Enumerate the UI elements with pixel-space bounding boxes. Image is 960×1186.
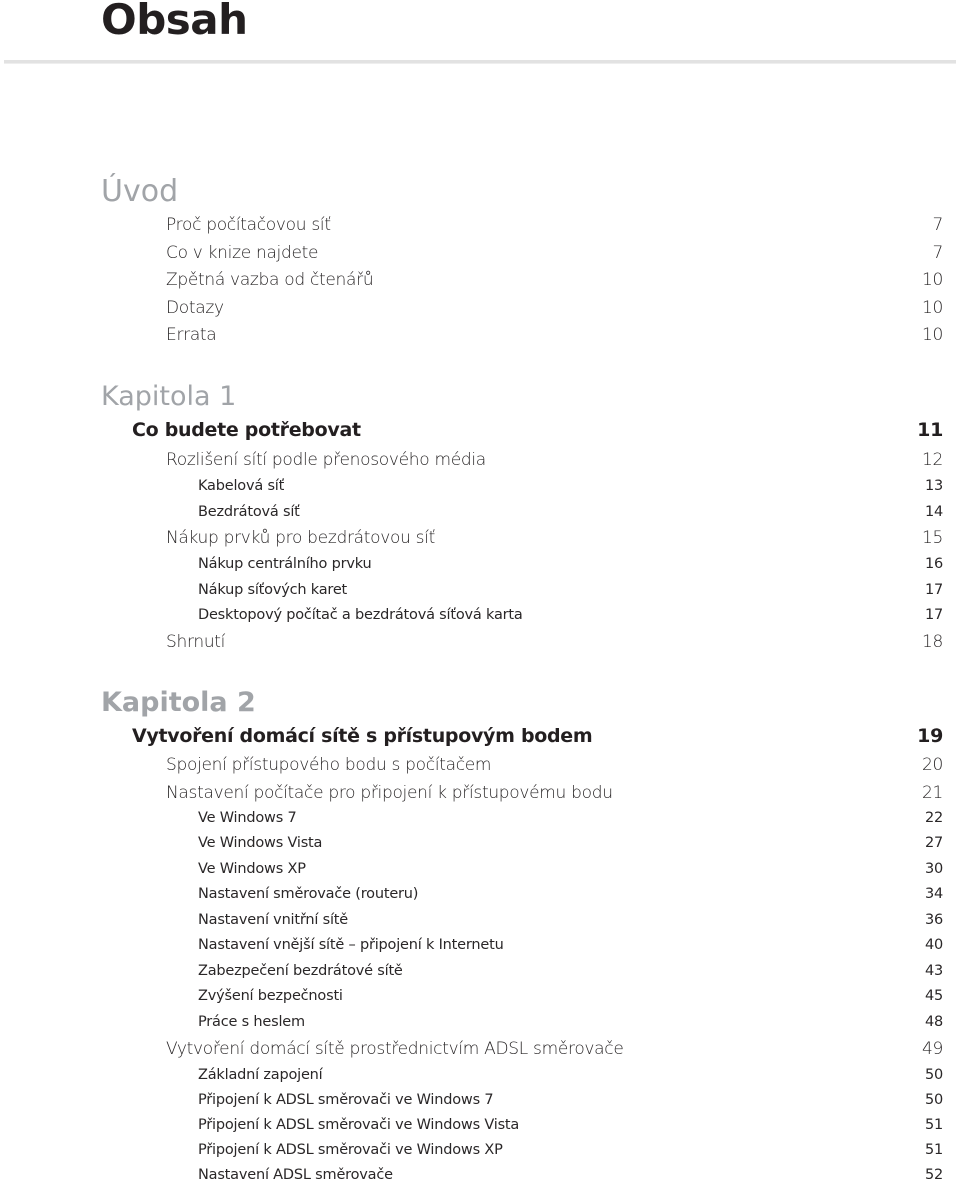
toc-subentry-title: Práce s heslem	[198, 1014, 305, 1030]
toc-entry-title: Nastavení počítače pro připojení k přístupovému bodu	[166, 783, 613, 803]
chapter-title: Vytvoření domácí sítě s přístupovým bodem	[132, 725, 593, 747]
toc-subentry[interactable]	[198, 1164, 943, 1186]
toc-entry-title: Proč počítačovou síť	[166, 215, 331, 235]
toc-entry[interactable]	[166, 526, 943, 550]
toc-entry-title: Zpětná vazba od čtenářů	[166, 270, 374, 290]
toc-entry[interactable]	[166, 268, 943, 292]
toc-subentry-page: 17	[924, 582, 943, 598]
toc-subentry-title: Zvýšení bezpečnosti	[198, 988, 343, 1004]
section-heading-intro: Úvod	[101, 174, 179, 209]
chapter-title-entry[interactable]	[132, 417, 943, 443]
toc-subentry-page: 50	[924, 1092, 943, 1108]
toc-subentry[interactable]	[198, 579, 943, 601]
toc-subentry[interactable]	[198, 1139, 943, 1161]
toc-subentry-page: 36	[924, 912, 943, 928]
toc-subentry-page: 51	[924, 1142, 943, 1158]
toc-subentry-page: 30	[924, 861, 943, 877]
toc-subentry-title: Ve Windows Vista	[198, 835, 323, 851]
toc-subentry-title: Nastavení vnější sítě – připojení k Internetu	[198, 937, 504, 953]
toc-entry-page: 49	[921, 1039, 943, 1059]
toc-subentry[interactable]	[198, 807, 943, 829]
toc-entry-title: Spojení přístupového bodu s počítačem	[166, 755, 492, 775]
toc-subentry[interactable]	[198, 1114, 943, 1136]
toc-entry[interactable]	[166, 781, 943, 805]
toc-entry[interactable]	[166, 323, 943, 347]
toc-subentry-page: 51	[924, 1117, 943, 1133]
toc-entry-page: 7	[932, 215, 943, 235]
toc-subentry-title: Ve Windows XP	[198, 861, 306, 877]
toc-entry-title: Vytvoření domácí sítě prostřednictvím ADSL směrovače	[166, 1039, 624, 1059]
toc-entry-title: Co v knize najdete	[166, 243, 319, 263]
toc-subentry-title: Nastavení směrovače (routeru)	[198, 886, 419, 902]
toc-subentry-title: Desktopový počítač a bezdrátová síťová karta	[198, 607, 523, 623]
toc-subentry-title: Připojení k ADSL směrovači ve Windows 7	[198, 1092, 494, 1108]
toc-entry-page: 20	[921, 755, 943, 775]
toc-subentry[interactable]	[198, 475, 943, 497]
toc-subentry-title: Připojení k ADSL směrovači ve Windows Vista	[198, 1117, 520, 1133]
toc-entry-page: 15	[921, 528, 943, 548]
toc-subentry[interactable]	[198, 1089, 943, 1111]
toc-subentry-page: 14	[924, 504, 943, 520]
toc-subentry-page: 17	[924, 607, 943, 623]
toc-entry[interactable]	[166, 630, 943, 654]
toc-entry-title: Nákup prvků pro bezdrátovou síť	[166, 528, 436, 548]
toc-subentry-page: 50	[924, 1067, 943, 1083]
toc-subentry[interactable]	[198, 858, 943, 880]
chapter-title: Co budete potřebovat	[132, 419, 361, 441]
toc-entry-title: Errata	[166, 325, 217, 345]
toc-entry-page: 21	[921, 783, 943, 803]
toc-entry[interactable]	[166, 753, 943, 777]
toc-subentry[interactable]	[198, 553, 943, 575]
toc-subentry[interactable]	[198, 604, 943, 626]
toc-subentry-page: 48	[924, 1014, 943, 1030]
toc-entry-page: 12	[921, 450, 943, 470]
toc-subentry-page: 45	[924, 988, 943, 1004]
toc-subentry[interactable]	[198, 960, 943, 982]
toc-entry[interactable]	[166, 1037, 943, 1061]
toc-entry-page: 18	[921, 632, 943, 652]
toc-entry-title: Dotazy	[166, 298, 224, 318]
toc-subentry[interactable]	[198, 501, 943, 523]
toc-subentry[interactable]	[198, 909, 943, 931]
toc-subentry[interactable]	[198, 883, 943, 905]
toc-entry[interactable]	[166, 213, 943, 237]
toc-subentry-page: 40	[924, 937, 943, 953]
toc-entry-page: 7	[932, 243, 943, 263]
toc-subentry-page: 52	[924, 1167, 943, 1183]
toc-entry-page: 10	[921, 325, 943, 345]
toc-entry-page: 10	[921, 298, 943, 318]
toc-subentry-page: 16	[924, 556, 943, 572]
toc-subentry[interactable]	[198, 1064, 943, 1086]
toc-subentry[interactable]	[198, 934, 943, 956]
toc-subentry-title: Základní zapojení	[198, 1067, 323, 1083]
toc-subentry-page: 13	[924, 478, 943, 494]
chapter-title-entry[interactable]	[132, 723, 943, 749]
toc-subentry-page: 22	[924, 810, 943, 826]
title-divider	[4, 60, 956, 63]
toc-subentry[interactable]	[198, 985, 943, 1007]
toc-subentry-title: Zabezpečení bezdrátové sítě	[198, 963, 403, 979]
toc-subentry-title: Ve Windows 7	[198, 810, 297, 826]
toc-entry[interactable]	[166, 448, 943, 472]
toc-entry-title: Rozlišení sítí podle přenosového média	[166, 450, 486, 470]
toc-subentry-title: Nastavení vnitřní sítě	[198, 912, 348, 928]
chapter-page: 19	[917, 725, 943, 747]
toc-subentry-title: Bezdrátová síť	[198, 504, 300, 520]
toc-entry-title: Shrnutí	[166, 632, 226, 652]
chapter-page: 11	[917, 419, 943, 441]
toc-subentry[interactable]	[198, 832, 943, 854]
toc-entry-page: 10	[921, 270, 943, 290]
toc-subentry-page: 34	[924, 886, 943, 902]
toc-subentry-title: Nákup centrálního prvku	[198, 556, 372, 572]
toc-subentry-page: 27	[924, 835, 943, 851]
toc-subentry-title: Kabelová síť	[198, 478, 285, 494]
page-title: Obsah	[101, 0, 248, 44]
toc-subentry-title: Připojení k ADSL směrovači ve Windows XP	[198, 1142, 503, 1158]
toc-subentry[interactable]	[198, 1011, 943, 1033]
toc-subentry-page: 43	[924, 963, 943, 979]
section-heading-chapter-1: Kapitola 1	[101, 381, 237, 412]
section-heading-chapter-2: Kapitola 2	[101, 687, 256, 718]
toc-entry[interactable]	[166, 296, 943, 320]
toc-subentry-title: Nastavení ADSL směrovače	[198, 1167, 393, 1183]
toc-entry[interactable]	[166, 241, 943, 265]
toc-subentry-title: Nákup síťových karet	[198, 582, 348, 598]
